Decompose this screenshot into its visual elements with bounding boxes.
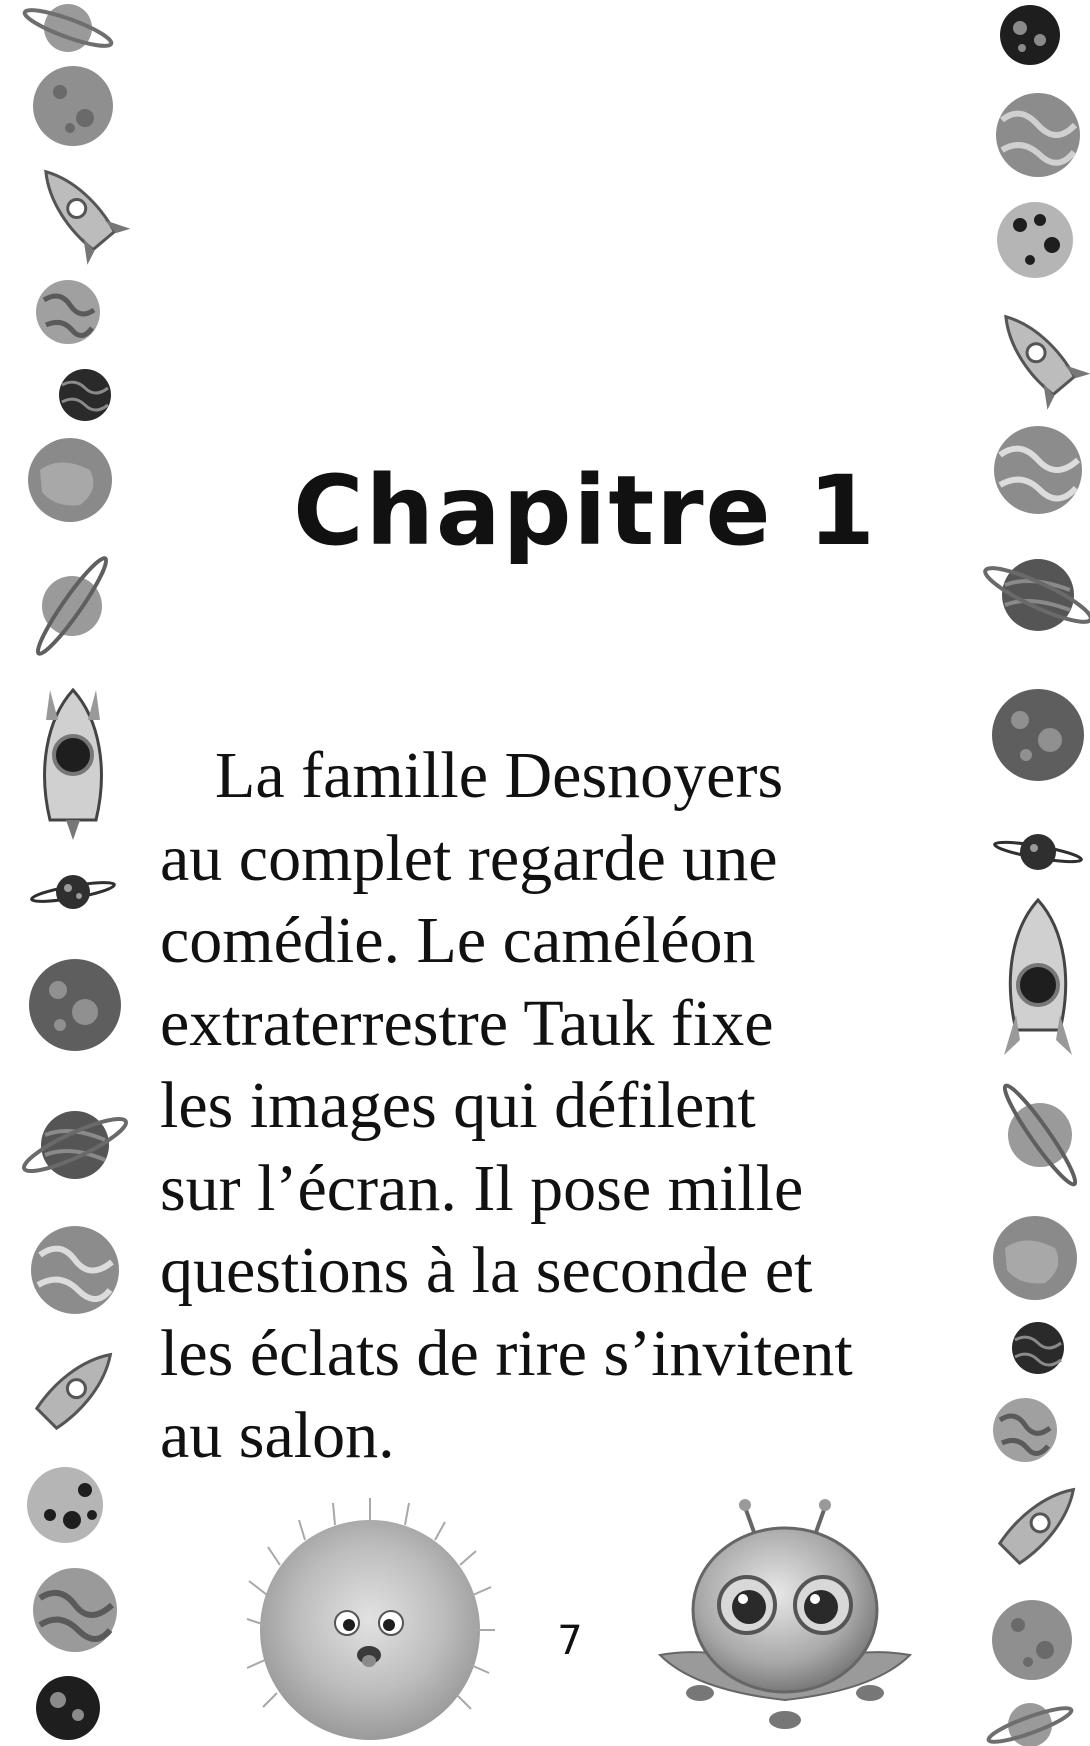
ringed-planet-icon (986, 1702, 1074, 1746)
cratered-planet-icon (992, 689, 1084, 781)
body-line: au salon. (160, 1399, 395, 1472)
eye-icon (719, 1577, 775, 1633)
striped-planet-icon (1012, 1322, 1064, 1374)
robot-spaceship-illustration (645, 1495, 925, 1746)
ringed-planet-icon (980, 559, 1090, 631)
rocket-icon (24, 154, 130, 265)
spotted-planet-icon (997, 202, 1073, 278)
rocket-icon (1004, 900, 1072, 1055)
body-line: comédie. Le caméléon (160, 904, 756, 977)
striped-planet-icon (59, 369, 111, 421)
swirl-planet-icon (36, 280, 100, 344)
body-line: La famille Desnoyers (215, 739, 784, 812)
chapter-title-text: Chapitre 1 (293, 455, 877, 567)
swirl-planet-icon (31, 1226, 119, 1314)
spotted-planet-icon (27, 1467, 103, 1543)
eye-icon (335, 1611, 359, 1635)
eye-icon (795, 1577, 851, 1633)
body-line: les images qui défilent (160, 1069, 756, 1142)
left-space-border (0, 0, 130, 1746)
eye-icon (379, 1611, 403, 1635)
body-line: les éclats de rire s’invitent (160, 1316, 853, 1390)
rocket-icon (45, 690, 102, 840)
body-line: au complet regarde une (160, 821, 778, 895)
ringed-planet-icon (994, 834, 1083, 870)
cratered-planet-icon (36, 1676, 100, 1740)
body-line: extraterrestre Tauk fixe (160, 986, 774, 1060)
cratered-planet-icon (992, 1600, 1072, 1680)
rocket-icon (998, 1478, 1085, 1565)
swirl-planet-icon (996, 93, 1080, 177)
page-number: 7 (557, 1618, 583, 1664)
fluffy-creature-illustration (235, 1495, 505, 1746)
cratered-planet-icon (33, 66, 113, 146)
ringed-planet-icon (31, 553, 112, 658)
body-paragraph (160, 735, 950, 1478)
body-line: sur l’écran. Il pose mille (160, 1151, 804, 1225)
swirl-planet-icon (993, 1398, 1057, 1462)
rocket-icon (35, 1343, 122, 1430)
cratered-planet-icon (1000, 5, 1060, 65)
cratered-planet-icon (29, 959, 121, 1051)
ringed-planet-icon (22, 4, 115, 52)
ringed-planet-icon (998, 1081, 1082, 1190)
rocket-icon (984, 299, 1090, 410)
right-space-border (960, 0, 1090, 1746)
chapter-title (0, 455, 1090, 567)
ringed-planet-icon (31, 875, 116, 909)
fur-body-icon (247, 1498, 495, 1740)
ringed-planet-icon (19, 1110, 130, 1179)
swirl-planet-icon (33, 1568, 117, 1652)
planet-icon (993, 1216, 1077, 1300)
body-line: questions à la seconde et (160, 1234, 813, 1307)
